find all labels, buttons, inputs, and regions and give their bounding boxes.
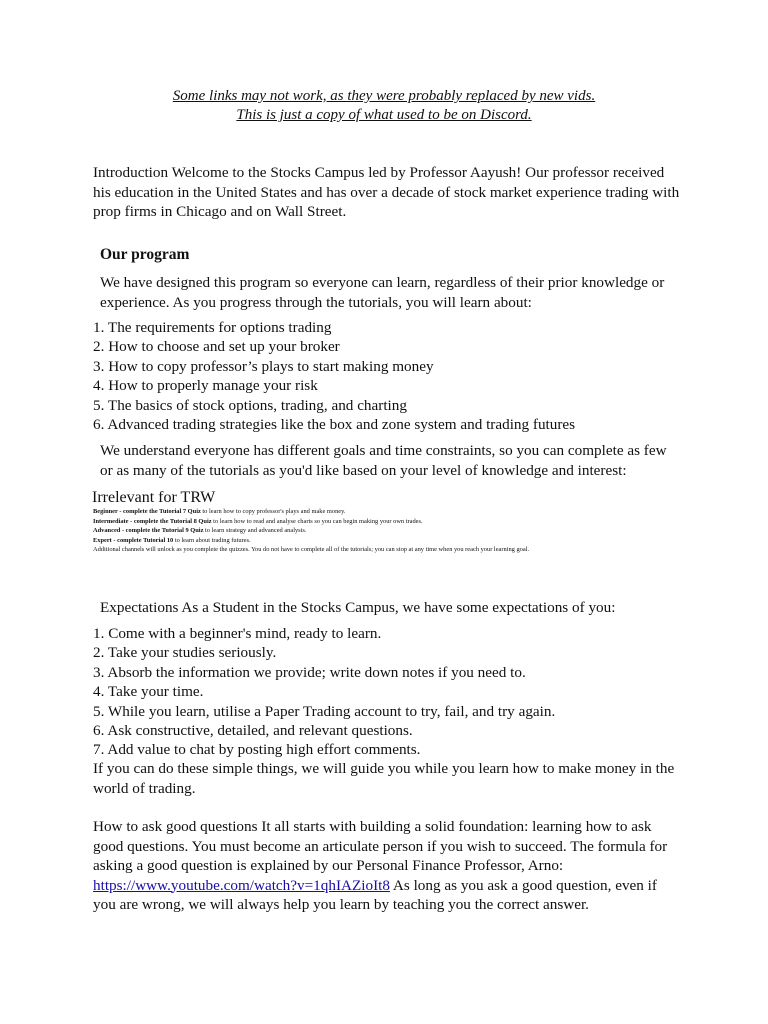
list-item: 1. The requirements for options trading (93, 319, 332, 336)
list-item: 6. Ask constructive, detailed, and relevant questions. (93, 722, 413, 740)
intro-paragraph: Introduction Welcome to the Stocks Campus led by Professor Aayush! Our professor received his education in the United States and has over a decade of stock market experience trading with prop firms in Chicago and on Wall Street. (93, 164, 680, 220)
tutorial-level-line: Additional channels will unlock as you complete the quizzes. You do not have to complete all of the tutorials; you can stop at any time when you reach your learning goal. (93, 546, 530, 554)
tutorial-level-line: Intermediate - complete the Tutorial 8 Quiz to learn how to read and analyse charts so you can begin making your own trades. (93, 517, 423, 525)
tutorial-levels-list (93, 507, 713, 555)
list-item: 4. How to properly manage your risk (93, 377, 318, 395)
list-item: 6. Advanced trading strategies like the box and zone system and trading futures (93, 416, 576, 434)
youtube-link[interactable]: https://www.youtube.com/watch?v=1qhIAZioIt8 (93, 876, 390, 894)
list-item: 5. While you learn, utilise a Paper Trading account to try, fail, and try again. (93, 702, 556, 720)
list-item: 5. The basics of stock options, trading, and charting (93, 396, 407, 414)
list-item: 1. Come with a beginner's mind, ready to learn. (93, 625, 382, 642)
questions-paragraph (93, 817, 683, 915)
questions-text-after: As long as you ask a good question, even if you are wrong, we will always help you learn by teaching you the correct answer. (93, 876, 657, 913)
program-topics-list (93, 318, 575, 434)
questions-text-before: How to ask good questions It all starts with building a solid foundation: learning how to ask good questions. You must become an articulate person if you wish to succeed. The formula for asking a good question is explained by our Personal Finance Professor, Arno: (93, 818, 668, 874)
tutorial-level-line: Expert - complete Tutorial 10 to learn about trading futures. (93, 536, 251, 544)
expectations-closing: If you can do these simple things, we will guide you while you learn how to make money in the world of trading. (93, 760, 675, 797)
notice-line-2: This is just a copy of what used to be on Discord. (236, 107, 532, 123)
expectations-intro: Expectations As a Student in the Stocks Campus, we have some expectations of you: (100, 599, 616, 616)
program-paragraph: We have designed this program so everyone can learn, regardless of their prior knowledge or experience. As you progress through the tutorials, you will learn about: (100, 274, 665, 311)
list-item: 2. Take your studies seriously. (93, 644, 277, 662)
list-item: 7. Add value to chat by posting high effort comments. (93, 741, 421, 759)
notice-line-1: Some links may not work, as they were probably replaced by new vids. (172, 88, 596, 104)
list-item: 4. Take your time. (93, 683, 204, 701)
program-heading: Our program (100, 246, 190, 263)
tutorial-level-line: Advanced - complete the Tutorial 9 Quiz to learn strategy and advanced analysis. (93, 527, 307, 535)
irrelevant-heading: Irrelevant for TRW (92, 489, 216, 506)
program-closing-paragraph: We understand everyone has different goals and time constraints, so you can complete as few or as many of the tutorials as you'd like based on your level of knowledge and interest: (100, 442, 667, 479)
list-item: 3. Absorb the information we provide; write down notes if you need to. (93, 663, 526, 681)
tutorial-level-line: Beginner - complete the Tutorial 7 Quiz to learn how to copy professor's plays and make money. (93, 508, 346, 515)
list-item: 2. How to choose and set up your broker (93, 338, 340, 356)
list-item: 3. How to copy professor’s plays to start making money (93, 357, 434, 375)
expectations-list (93, 624, 555, 760)
